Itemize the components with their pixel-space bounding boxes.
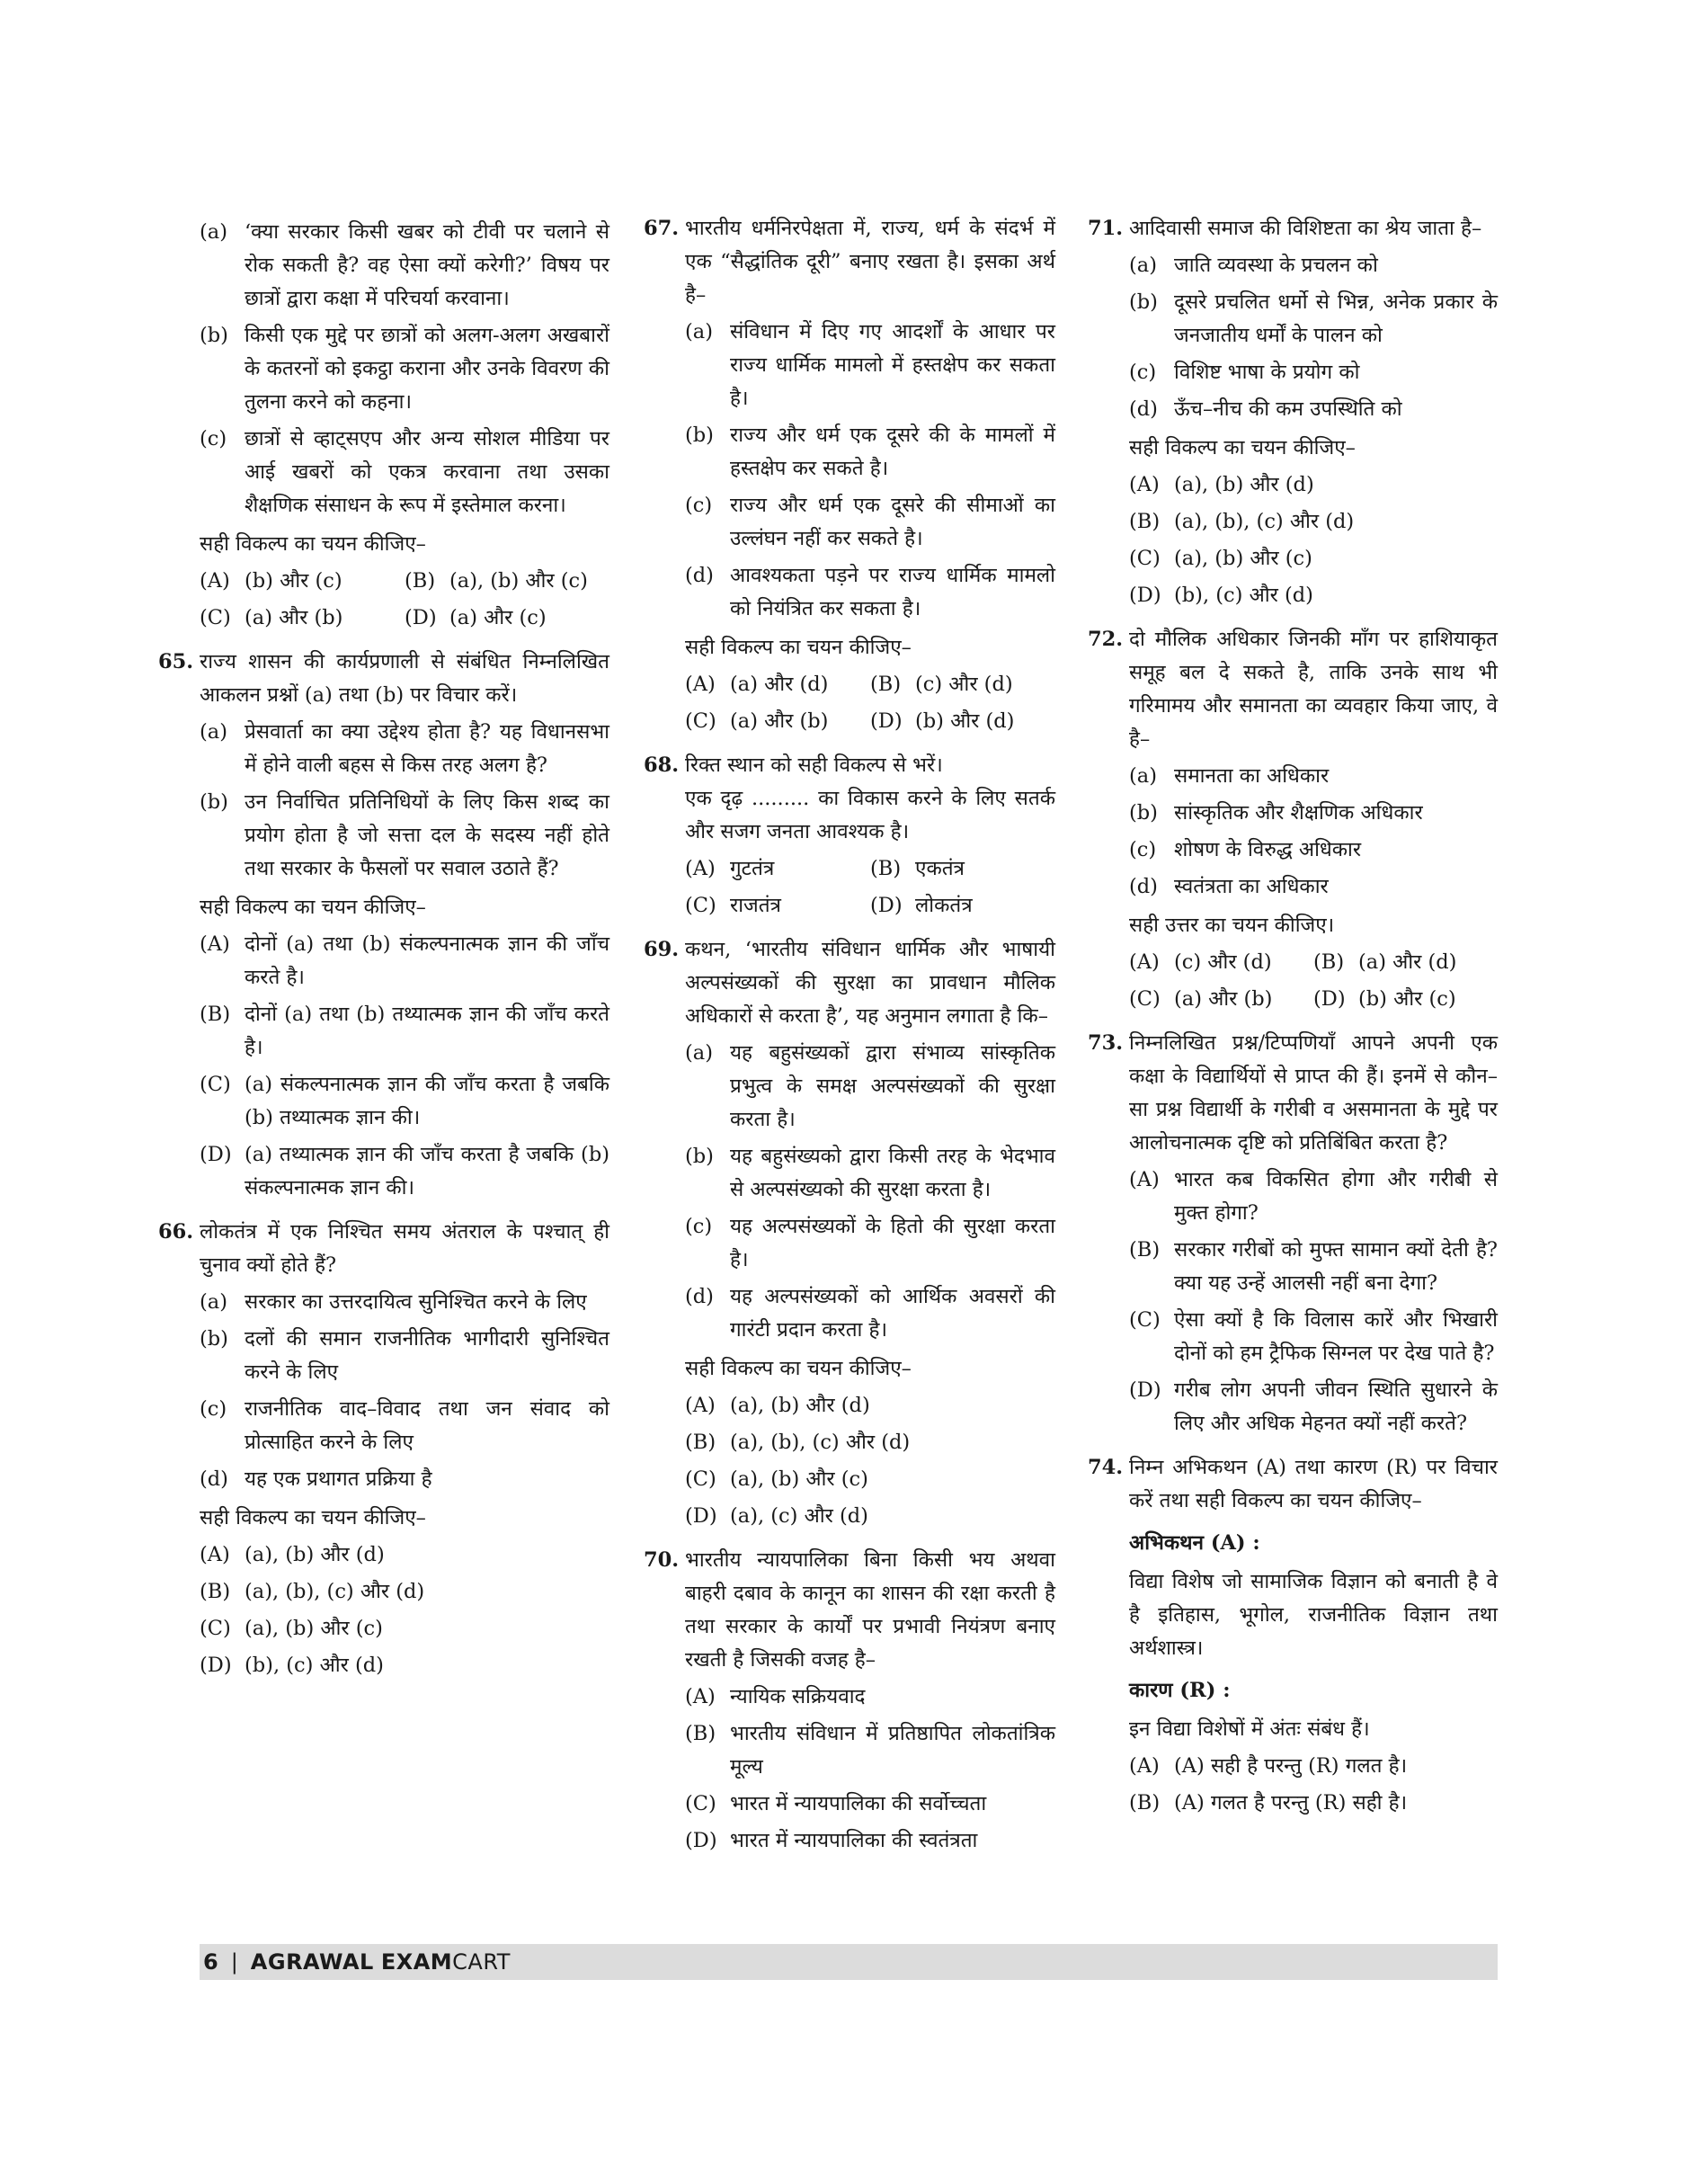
answer-B (1313, 946, 1498, 979)
question-text: भारतीय धर्मनिरपेक्षता में, राज्य, धर्म के संदर्भ में एक “सैद्धांतिक दूरी” बनाए रखता है। इसका अर्थ है– (685, 217, 1055, 307)
question-text: कथन, ‘भारतीय संविधान धार्मिक और भाषायी अल्पसंख्यकों की सुरक्षा का प्रावधान मौलिक अधिकारों से करता है’, यह अनुमान लगाता है कि– (685, 938, 1055, 1028)
answer-text: (b) और (c) (245, 569, 342, 593)
option-text: ‘क्या सरकार किसी खबर को टीवी पर चलाने से रोक सकती है? वह ऐसा क्यों करेगी?’ विषय पर छात्रों द्वारा कक्षा में परिचर्या करवाना। (245, 220, 609, 310)
option-c (685, 1210, 1055, 1277)
answer-label: (B) (1129, 510, 1161, 533)
option-label: (a) (1129, 254, 1157, 277)
option-d (1129, 870, 1498, 904)
option-label: (c) (1129, 361, 1157, 384)
option-text: प्रेसवार्ता का क्या उद्देश्य होता है? यह विधानसभा में होने वाली बहस से किस तरह अलग है? (245, 720, 609, 777)
option-label: (c) (200, 427, 227, 450)
column-2 (644, 212, 1055, 1868)
option-label: (c) (685, 1215, 713, 1238)
option-text: राजनीतिक वाद–विवाद तथा जन संवाद को प्रोत्साहित करने के लिए (245, 1397, 609, 1454)
option-text: समानता का अधिकार (1174, 764, 1330, 788)
option-text: संविधान में दिए गए आदर्शों के आधार पर राज्य धार्मिक मामलो में हस्तक्षेप कर सकता है। (730, 320, 1055, 410)
answer-choices (200, 1535, 609, 1682)
option-d (200, 1463, 609, 1496)
option-label: (b) (685, 1145, 714, 1168)
option-text: किसी एक मुद्दे पर छात्रों को अलग-अलग अखबारों के कतरनों को इकट्ठा कराना और उनके विवरण की तुलना करने को कहना। (245, 324, 609, 414)
answer-text: (a), (b) और (c) (730, 1467, 868, 1491)
option-label: (c) (685, 494, 713, 517)
answer-text: भारत कब विकसित होगा और गरीबी से मुक्त होगा? (1174, 1168, 1498, 1225)
question-text: राज्य शासन की कार्यप्रणाली से संबंधित निम्नलिखित आकलन प्रश्नों (a) तथा (b) पर विचार करें। (200, 650, 609, 707)
answer-text: (a) और (d) (1358, 950, 1457, 974)
answer-label: (C) (685, 1792, 716, 1815)
question-text: लोकतंत्र में एक निश्चित समय अंतराल के पश्चात् ही चुनाव क्यों होते हैं? (200, 1220, 609, 1277)
answer-text: (a) और (c) (449, 606, 547, 629)
answer-text: गरीब लोग अपनी जीवन स्थिति सुधारने के लिए और अधिक मेहनत क्यों नहीं करते? (1174, 1378, 1498, 1435)
answer-D (200, 1138, 609, 1205)
question-64-continued (200, 216, 609, 635)
answer-B (405, 565, 609, 598)
option-b (1129, 797, 1498, 830)
answer-choices (200, 561, 609, 635)
answer-text: (A) गलत है परन्तु (R) सही है। (1174, 1791, 1408, 1815)
option-text: छात्रों से व्हाट्सएप और अन्य सोशल मीडिया पर आई खबरों को एकत्र करवाना तथा उसका शैक्षणिक संसाधन के रूप में इस्तेमाल करना। (245, 427, 609, 517)
answer-choices (1129, 942, 1498, 1016)
answer-text: (a) संकल्पनात्मक ज्ञान की जाँच करता है जबकि (b) तथ्यात्मक ज्ञान की। (245, 1073, 609, 1129)
answer-text: (A) सही है परन्तु (R) गलत है। (1174, 1754, 1408, 1778)
answer-B (200, 1575, 609, 1609)
answer-text: (a) और (b) (730, 709, 829, 733)
answer-label: (C) (1129, 987, 1161, 1011)
footer-separator: | (230, 1948, 238, 1975)
option-a (685, 1037, 1055, 1137)
option-a (200, 1286, 609, 1319)
answer-text: (a) और (b) (245, 606, 343, 629)
answer-text: ऐसा क्यों है कि विलास कारें और भिखारी दोनों को हम ट्रैफिक सिग्नल पर देख पाते है? (1174, 1308, 1498, 1365)
answer-label: (A) (685, 673, 716, 696)
answer-D (1129, 1374, 1498, 1440)
question-statement: एक दृढ़ ......... का विकास करने के लिए सतर्क और सजग जनता आवश्यक है। (685, 787, 1055, 843)
answer-text: (a), (b) और (c) (245, 1617, 383, 1640)
question-70 (644, 1544, 1055, 1858)
answer-label: (A) (1129, 1168, 1160, 1191)
answer-C (1129, 542, 1498, 575)
answer-label: (A) (685, 857, 716, 880)
answer-text: (a), (b) और (c) (449, 569, 588, 593)
answer-B (1129, 1787, 1498, 1820)
answer-B (870, 852, 1055, 886)
answer-text: (b) और (c) (1358, 987, 1456, 1011)
answer-text: (a), (b), (c) और (d) (1174, 510, 1355, 533)
answer-label: (D) (685, 1504, 717, 1528)
reason-heading: कारण (R) : (1129, 1679, 1231, 1702)
answer-choices (685, 849, 1055, 923)
option-text: यह बहुसंख्यकों द्वारा संभाव्य सांस्कृतिक प्रभुत्व के समक्ष अल्पसंख्यकों की सुरक्षा करता है। (730, 1041, 1055, 1131)
question-number: 66. (158, 1220, 194, 1244)
option-text: दूसरे प्रचलित धर्मो से भिन्न, अनेक प्रकार के जनजातीय धर्मों के पालन को (1174, 290, 1498, 347)
question-number: 69. (644, 938, 680, 961)
option-text: सरकार का उत्तरदायित्व सुनिश्चित करने के लिए (245, 1290, 587, 1314)
answer-text: भारत में न्यायपालिका की सर्वोच्चता (730, 1792, 987, 1815)
answer-label: (B) (200, 1580, 231, 1603)
answer-label: (A) (200, 932, 230, 956)
question-number: 73. (1088, 1031, 1124, 1055)
answer-label: (D) (685, 1829, 717, 1852)
question-67 (644, 212, 1055, 738)
answer-label: (D) (870, 894, 903, 917)
answer-B (685, 1717, 1055, 1784)
option-d (685, 559, 1055, 626)
answer-C (685, 1463, 1055, 1496)
answer-choices (685, 1386, 1055, 1533)
option-label: (b) (200, 790, 228, 814)
answer-label: (B) (685, 1722, 716, 1745)
option-label: (a) (685, 320, 713, 343)
option-c (685, 489, 1055, 556)
answer-A (685, 1389, 1055, 1422)
answer-text: (a) और (b) (1174, 987, 1273, 1011)
option-label: (a) (200, 1290, 227, 1314)
question-71 (1088, 212, 1498, 612)
question-text: आदिवासी समाज की विशिष्टता का श्रेय जाता है– (1129, 217, 1482, 240)
answer-C (200, 602, 405, 635)
option-b (1129, 286, 1498, 352)
answer-text: भारतीय संविधान में प्रतिष्ठापित लोकतांत्रिक मूल्य (730, 1722, 1055, 1779)
answer-choices (685, 664, 1055, 738)
answer-A (1129, 1750, 1498, 1783)
answer-B (200, 998, 609, 1065)
question-68 (644, 749, 1055, 923)
option-text: दलों की समान राजनीतिक भागीदारी सुनिश्चित करने के लिए (245, 1327, 609, 1384)
option-label: (a) (1129, 764, 1157, 788)
option-label: (b) (200, 324, 228, 347)
option-label: (d) (1129, 875, 1158, 898)
answer-text: एकतंत्र (915, 857, 965, 880)
option-a (685, 316, 1055, 415)
answer-text: (a), (b) और (d) (1174, 473, 1314, 496)
answer-C (685, 889, 870, 923)
answer-D (870, 705, 1055, 738)
page-footer (200, 1944, 1498, 1980)
answer-label: (A) (200, 1543, 230, 1566)
answer-text: (b), (c) और (d) (245, 1654, 384, 1677)
answer-text: (a), (b) और (c) (1174, 547, 1312, 570)
option-label: (b) (1129, 290, 1158, 314)
option-text: विशिष्ट भाषा के प्रयोग को (1174, 361, 1360, 384)
answer-label: (B) (870, 857, 902, 880)
question-number: 70. (644, 1548, 680, 1572)
answer-label: (C) (1129, 547, 1161, 570)
answer-A (1129, 946, 1313, 979)
question-text: निम्न अभिकथन (A) तथा कारण (R) पर विचार करें तथा सही विकल्प का चयन कीजिए– (1129, 1456, 1498, 1512)
answer-label: (A) (1129, 473, 1160, 496)
instruction: सही विकल्प का चयन कीजिए– (685, 636, 912, 659)
answer-D (870, 889, 1055, 923)
question-text: निम्नलिखित प्रश्न/टिप्पणियाँ आपने अपनी एक कक्षा के विद्यार्थियों से प्राप्त की हैं। इनमें से कौन–सा प्रश्न विद्यार्थी के गरीबी व असमानता के मुद्दे पर आलोचनात्मक दृष्टि को प्रतिबिंबित करता है? (1129, 1031, 1498, 1155)
answer-D (685, 1500, 1055, 1533)
answer-text: (c) और (d) (915, 673, 1013, 696)
instruction: सही उत्तर का चयन कीजिए। (1129, 914, 1335, 937)
answer-text: (a), (b), (c) और (d) (245, 1580, 425, 1603)
option-b (685, 419, 1055, 486)
answer-label: (D) (1313, 987, 1346, 1011)
answer-label: (C) (685, 1467, 716, 1491)
option-label: (d) (1129, 397, 1158, 421)
question-text: भारतीय न्यायपालिका बिना किसी भय अथवा बाहरी दबाव के कानून का शासन की रक्षा करती है तथा सरकार के कार्यों पर प्रभावी नियंत्रण बनाए रखती है जिसकी वजह है– (685, 1548, 1055, 1672)
answer-C (685, 705, 870, 738)
option-label: (c) (1129, 838, 1157, 861)
question-73 (1088, 1027, 1498, 1440)
answer-B (1129, 505, 1498, 539)
column-1 (158, 212, 609, 1693)
answer-B (1129, 1234, 1498, 1300)
answer-label: (C) (200, 1617, 231, 1640)
question-72 (1088, 623, 1498, 1016)
option-label: (d) (685, 1285, 714, 1308)
option-label: (c) (200, 1397, 227, 1421)
instruction: सही विकल्प का चयन कीजिए– (200, 1506, 426, 1529)
answer-label: (C) (1129, 1308, 1161, 1332)
answer-label: (B) (405, 569, 436, 593)
option-text: आवश्यकता पड़ने पर राज्य धार्मिक मामलो को नियंत्रित कर सकता है। (730, 564, 1055, 620)
answer-label: (B) (870, 673, 902, 696)
question-number: 68. (644, 754, 680, 777)
page-number: 6 (203, 1948, 218, 1975)
question-66 (158, 1216, 609, 1682)
answer-label: (C) (685, 894, 716, 917)
answer-text: न्यायिक सक्रियवाद (730, 1685, 866, 1708)
option-label: (a) (200, 720, 227, 744)
option-label: (a) (200, 220, 227, 244)
option-text: राज्य और धर्म एक दूसरे की सीमाओं का उल्लंघन नहीं कर सकते है। (730, 494, 1055, 550)
option-label: (b) (1129, 801, 1158, 825)
assertion-text: विद्या विशेष जो सामाजिक विज्ञान को बनाती है वे है इतिहास, भूगोल, राजनीतिक विज्ञान तथा अर्थशास्त्र। (1129, 1570, 1498, 1660)
answer-text: (b), (c) और (d) (1174, 584, 1313, 607)
question-number: 65. (158, 650, 194, 673)
answer-text: (a), (c) और (d) (730, 1504, 868, 1528)
answer-label: (C) (200, 1073, 231, 1096)
option-a (200, 216, 609, 316)
instruction: सही विकल्प का चयन कीजिए– (200, 532, 426, 556)
answer-C (200, 1612, 609, 1645)
answer-text: (a), (b) और (d) (245, 1543, 385, 1566)
question-74 (1088, 1451, 1498, 1820)
answer-text: (a) तथ्यात्मक ज्ञान की जाँच करता है जबकि (b) संकल्पनात्मक ज्ञान की। (245, 1143, 609, 1199)
answer-D (1129, 579, 1498, 612)
option-text: स्वतंत्रता का अधिकार (1174, 875, 1329, 898)
option-b (200, 319, 609, 419)
answer-choices (1129, 465, 1498, 612)
answer-text: दोनों (a) तथा (b) तथ्यात्मक ज्ञान की जाँच करते है। (245, 1003, 609, 1059)
option-d (1129, 393, 1498, 426)
reason-text: इन विद्या विशेषों में अंतः संबंध हैं। (1129, 1717, 1370, 1741)
answer-label: (A) (685, 1394, 716, 1417)
option-b (685, 1140, 1055, 1207)
brand-name-part3: CART (452, 1948, 511, 1975)
answer-label: (D) (200, 1654, 232, 1677)
option-label: (d) (200, 1467, 228, 1491)
answer-C (200, 1068, 609, 1135)
answer-text: राजतंत्र (730, 894, 781, 917)
answer-label: (B) (1313, 950, 1345, 974)
answer-text: सरकार गरीबों को मुफ्त सामान क्यों देती है? क्या यह उन्हें आलसी नहीं बना देगा? (1174, 1238, 1498, 1295)
answer-D (405, 602, 609, 635)
option-label: (b) (685, 424, 714, 447)
answer-label: (D) (1129, 1378, 1161, 1402)
option-text: यह एक प्रथागत प्रक्रिया है (245, 1467, 432, 1491)
answer-A (685, 668, 870, 701)
answer-text: (a), (b), (c) और (d) (730, 1431, 911, 1454)
answer-text: (b) और (d) (915, 709, 1015, 733)
option-text: उन निर्वाचित प्रतिनिधियों के लिए किस शब्द का प्रयोग होता है जो सत्ता दल के सदस्य नहीं होते तथा सरकार के फैसलों पर सवाल उठाते हैं? (245, 790, 609, 880)
instruction: सही विकल्प का चयन कीजिए– (1129, 436, 1356, 459)
question-text: दो मौलिक अधिकार जिनकी माँग पर हाशियाकृत समूह बल दे सकते है, ताकि उनके साथ भी गरिमामय और समानता का व्यवहार किया जाए, वे है– (1129, 628, 1498, 751)
answer-A (685, 852, 870, 886)
option-a (200, 716, 609, 782)
instruction: सही विकल्प का चयन कीजिए– (200, 896, 426, 919)
brand-name-part2: EXAM (380, 1948, 453, 1975)
answer-A (200, 1538, 609, 1572)
answer-A (685, 1681, 1055, 1714)
answer-label: (B) (1129, 1238, 1161, 1262)
question-text: रिक्त स्थान को सही विकल्प से भरें। (685, 754, 943, 777)
answer-label: (B) (685, 1431, 716, 1454)
option-label: (a) (685, 1041, 713, 1065)
option-label: (d) (685, 564, 714, 587)
option-c (1129, 834, 1498, 867)
answer-label: (B) (200, 1003, 231, 1026)
answer-label: (D) (200, 1143, 232, 1166)
question-number: 74. (1088, 1456, 1124, 1479)
answer-label: (C) (200, 606, 231, 629)
answer-text: भारत में न्यायपालिका की स्वतंत्रता (730, 1829, 978, 1852)
answer-label: (A) (1129, 1754, 1160, 1778)
answer-A (1129, 468, 1498, 502)
answer-D (685, 1824, 1055, 1858)
answer-B (870, 668, 1055, 701)
option-c (1129, 356, 1498, 389)
question-number: 71. (1088, 217, 1124, 240)
answer-A (1129, 1164, 1498, 1230)
brand-name-part1: AGRAWAL (250, 1948, 374, 1975)
option-b (200, 1323, 609, 1389)
option-a (1129, 249, 1498, 282)
answer-label: (D) (1129, 584, 1161, 607)
instruction: सही विकल्प का चयन कीजिए– (685, 1357, 912, 1380)
option-text: यह अल्पसंख्यकों के हितो की सुरक्षा करता है। (730, 1215, 1055, 1271)
answer-label: (D) (870, 709, 903, 733)
option-b (200, 786, 609, 886)
option-text: जाति व्यवस्था के प्रचलन को (1174, 254, 1378, 277)
answer-label: (A) (200, 569, 230, 593)
answer-label: (A) (685, 1685, 716, 1708)
answer-text: (c) और (d) (1174, 950, 1272, 974)
question-number: 67. (644, 217, 680, 240)
answer-C (1129, 983, 1313, 1016)
answer-C (685, 1788, 1055, 1821)
column-3 (1088, 212, 1498, 1831)
option-c (200, 423, 609, 522)
assertion-heading: अभिकथन (A) : (1129, 1531, 1260, 1555)
option-text: यह अल्पसंख्यकों को आर्थिक अवसरों की गारंटी प्रदान करता है। (730, 1285, 1055, 1342)
question-69 (644, 933, 1055, 1533)
answer-text: (a) और (d) (730, 673, 829, 696)
question-65 (158, 646, 609, 1205)
answer-D (1313, 983, 1498, 1016)
answer-text: (a), (b) और (d) (730, 1394, 870, 1417)
answer-label: (A) (1129, 950, 1160, 974)
answer-B (685, 1426, 1055, 1459)
question-number: 72. (1088, 628, 1124, 651)
answer-text: लोकतंत्र (915, 894, 973, 917)
answer-D (200, 1649, 609, 1682)
option-text: ऊँच–नीच की कम उपस्थिति को (1174, 397, 1402, 421)
answer-A (200, 928, 609, 994)
option-d (685, 1280, 1055, 1347)
answer-C (1129, 1304, 1498, 1370)
option-a (1129, 760, 1498, 793)
option-text: सांस्कृतिक और शैक्षणिक अधिकार (1174, 801, 1423, 825)
option-label: (b) (200, 1327, 228, 1351)
answer-text: दोनों (a) तथा (b) संकल्पनात्मक ज्ञान की जाँच करते है। (245, 932, 609, 989)
answer-label: (D) (405, 606, 437, 629)
option-text: शोषण के विरुद्ध अधिकार (1174, 838, 1362, 861)
option-c (200, 1393, 609, 1459)
answer-text: गुटतंत्र (730, 857, 775, 880)
answer-label: (C) (685, 709, 716, 733)
option-text: यह बहुसंख्यको द्वारा किसी तरह के भेदभाव से अल्पसंख्यको की सुरक्षा करता है। (730, 1145, 1055, 1201)
answer-A (200, 565, 405, 598)
option-text: राज्य और धर्म एक दूसरे की के मामलों में हस्तक्षेप कर सकते है। (730, 424, 1055, 480)
answer-label: (B) (1129, 1791, 1161, 1815)
